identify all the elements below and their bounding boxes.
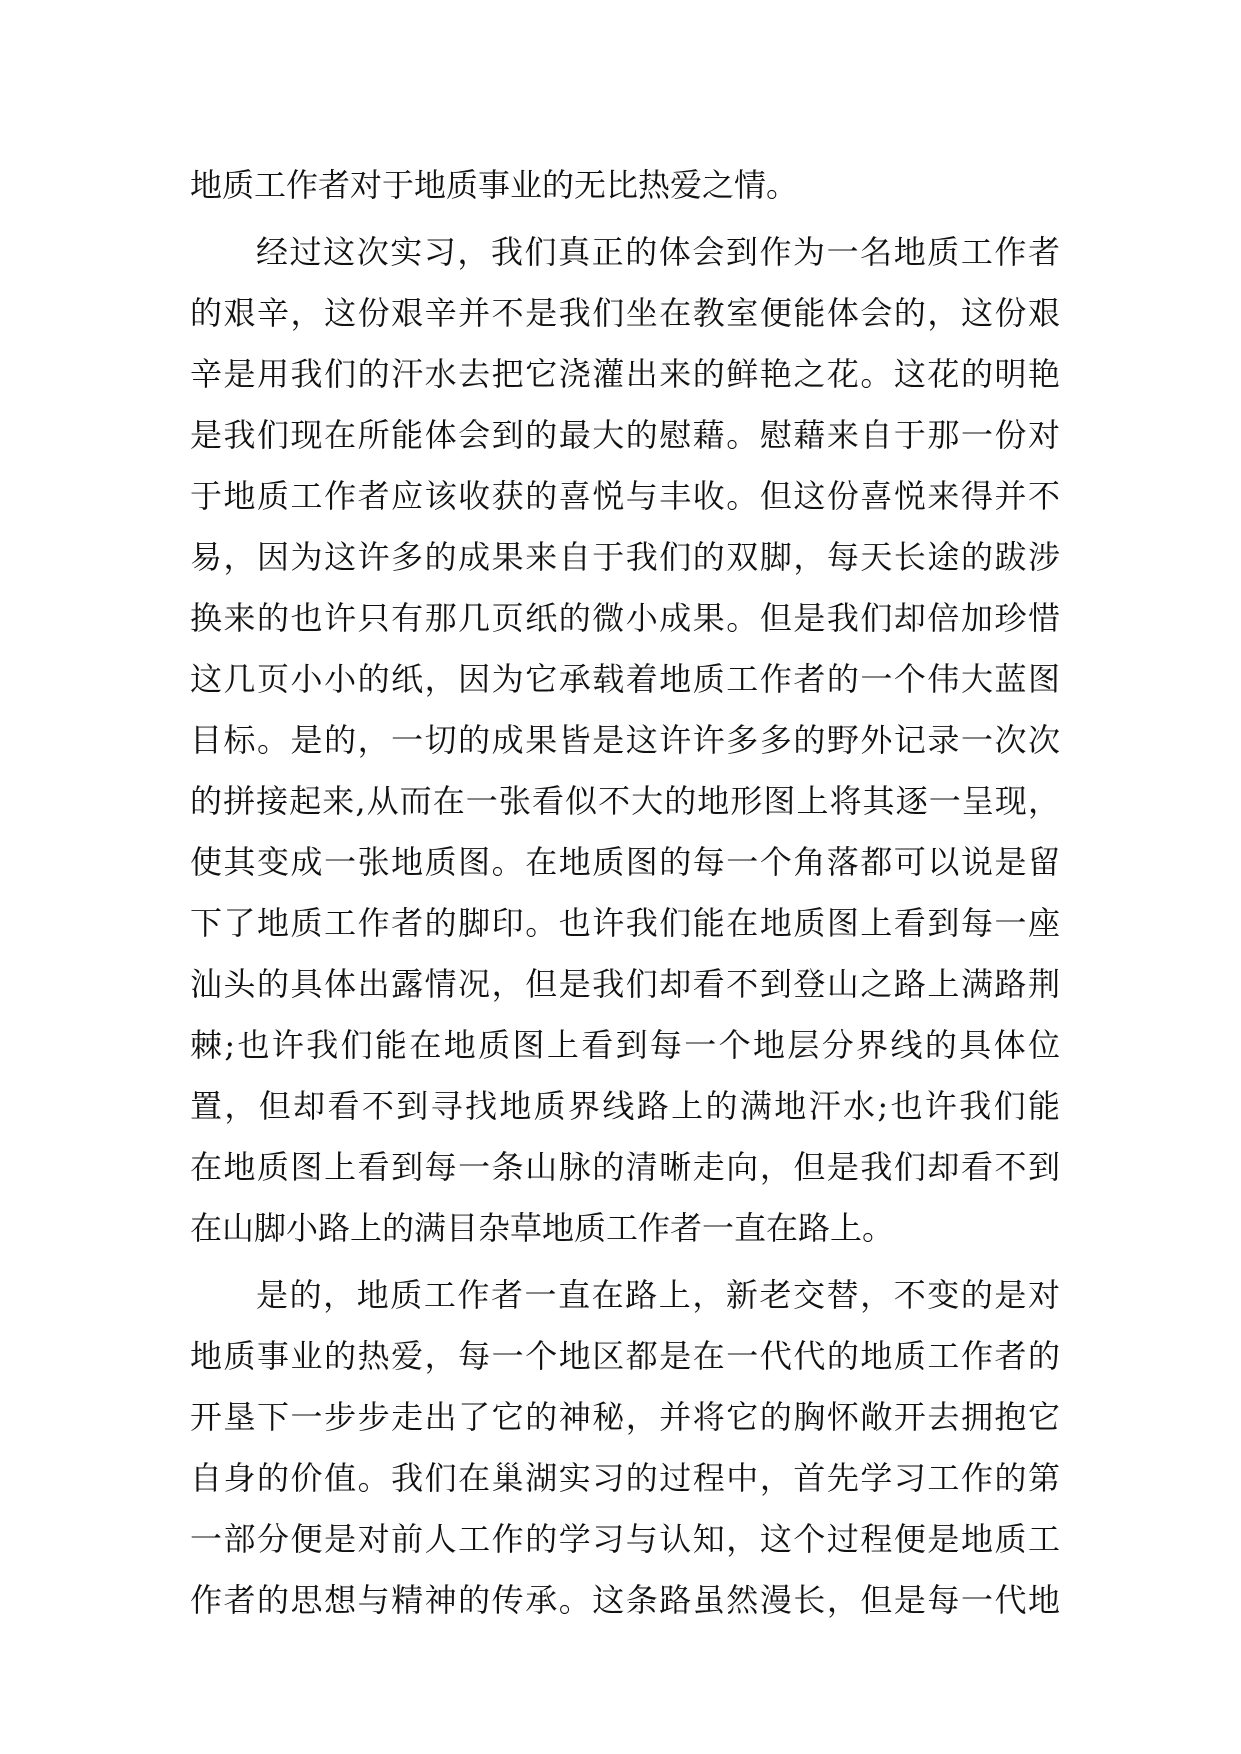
paragraph-3 [190, 1265, 1060, 1631]
text-line: 下了地质工作者的脚印。也许我们能在地质图上看到每一座 [190, 904, 1060, 942]
text-line: 汕头的具体出露情况，但是我们却看不到登山之路上满路荆 [190, 965, 1060, 1003]
text-line: 辛是用我们的汗水去把它浇灌出来的鲜艳之花。这花的明艳 [190, 355, 1060, 393]
document-body [190, 155, 1060, 1631]
text-line: 使其变成一张地质图。在地质图的每一个角落都可以说是留 [190, 843, 1060, 881]
paragraph-1 [190, 155, 1060, 216]
text-line: 易，因为这许多的成果来自于我们的双脚，每天长途的跋涉 [190, 538, 1060, 576]
text-line: 棘;也许我们能在地质图上看到每一个地层分界线的具体位 [190, 1026, 1060, 1064]
text-line: 换来的也许只有那几页纸的微小成果。但是我们却倍加珍惜 [190, 599, 1060, 637]
text-line: 是我们现在所能体会到的最大的慰藉。慰藉来自于那一份对 [190, 416, 1060, 454]
text-line: 目标。是的，一切的成果皆是这许许多多的野外记录一次次 [190, 721, 1060, 759]
text-line: 的艰辛，这份艰辛并不是我们坐在教室便能体会的，这份艰 [190, 294, 1060, 332]
text-line: 地质工作者对于地质事业的无比热爱之情。 [190, 166, 799, 204]
text-line: 一部分便是对前人工作的学习与认知，这个过程便是地质工 [190, 1520, 1060, 1558]
text-line: 于地质工作者应该收获的喜悦与丰收。但这份喜悦来得并不 [190, 477, 1060, 515]
text-line: 开垦下一步步走出了它的神秘，并将它的胸怀敞开去拥抱它 [190, 1398, 1060, 1436]
text-line: 地质事业的热爱，每一个地区都是在一代代的地质工作者的 [190, 1337, 1060, 1375]
text-line: 自身的价值。我们在巢湖实习的过程中，首先学习工作的第 [190, 1459, 1060, 1497]
text-line: 作者的思想与精神的传承。这条路虽然漫长，但是每一代地 [190, 1581, 1060, 1619]
text-line: 置，但却看不到寻找地质界线路上的满地汗水;也许我们能 [190, 1087, 1060, 1125]
text-line: 这几页小小的纸，因为它承载着地质工作者的一个伟大蓝图 [190, 660, 1060, 698]
text-line: 经过这次实习，我们真正的体会到作为一名地质工作者 [256, 233, 1060, 271]
text-line: 在山脚小路上的满目杂草地质工作者一直在路上。 [190, 1209, 895, 1247]
text-line: 在地质图上看到每一条山脉的清晰走向，但是我们却看不到 [190, 1148, 1060, 1186]
text-line: 是的，地质工作者一直在路上，新老交替，不变的是对 [256, 1276, 1060, 1314]
paragraph-2 [190, 222, 1060, 1259]
text-line: 的拼接起来,从而在一张看似不大的地形图上将其逐一呈现， [190, 782, 1060, 820]
